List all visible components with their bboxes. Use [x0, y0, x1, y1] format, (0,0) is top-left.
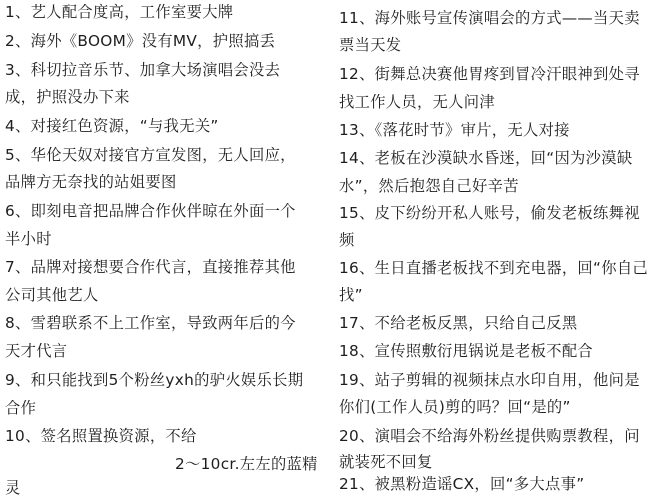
list-line: 公司其他艺人 [5, 286, 99, 304]
list-line: 20、演唱会不给海外粉丝提供购票教程，问 [339, 427, 640, 445]
list-line: 水”，然后抱怨自己好辛苦 [339, 177, 519, 195]
list-line: 14、老板在沙漠缺水昏迷，回“因为沙漠缺 [339, 149, 633, 167]
list-line: 4、对接红色资源，“与我无关” [5, 117, 219, 135]
list-line: 3、科切拉音乐节、加拿大场演唱会没去 [5, 61, 281, 79]
list-line: 成，护照没办下来 [5, 88, 130, 106]
list-line: 找工作人员，无人问津 [339, 93, 495, 111]
list-line: 16、生日直播老板找不到充电器，回“你自己 [339, 259, 649, 277]
list-line: 5、华伦天奴对接官方宣发图，无人回应， [5, 146, 296, 164]
list-line: 9、和只能找到5个粉丝yxh的驴火娱乐长期 [5, 371, 304, 389]
list-line: 品牌方无奈找的站姐要图 [5, 173, 177, 191]
list-line: 17、不给老板反黑，只给自己反黑 [339, 314, 578, 332]
list-line: 19、站子剪辑的视频抹点水印自用，他问是 [339, 371, 640, 389]
list-line: 频 [339, 231, 355, 249]
list-line: 11、海外账号宣传演唱会的方式——当天卖 [339, 9, 640, 27]
list-line: 8、雪碧联系不上工作室，导致两年后的今 [5, 314, 296, 332]
list-line: 21、被黑粉造谣CX，回“多大点事” [339, 475, 585, 493]
list-line: 12、街舞总决赛他胃疼到冒冷汗眼神到处寻 [339, 65, 640, 83]
list-line: 10、签名照置换资源，不给 [5, 427, 197, 445]
list-line: 2、海外《BOOM》没有MV，护照搞丢 [5, 32, 276, 50]
list-line: 合作 [5, 399, 37, 417]
list-line: 18、宣传照敷衍甩锅说是老板不配合 [339, 342, 594, 360]
list-line: 找” [339, 286, 363, 304]
list-line: 1、艺人配合度高，工作室要大牌 [5, 3, 234, 21]
list-line: 15、皮下纷纷开私人账号，偷发老板练舞视 [339, 204, 640, 222]
list-line: 7、品牌对接想要合作代言，直接推荐其他 [5, 258, 296, 276]
list-line: 票当天发 [339, 36, 402, 54]
list-line: 灵 [5, 479, 21, 497]
list-line: 你们(工作人员)剪的吗？回“是的” [339, 398, 571, 416]
list-line: 就装死不回复 [339, 453, 433, 471]
list-line: 半小时 [5, 230, 52, 248]
list-line: 13、《落花时节》审片，无人对接 [339, 121, 570, 139]
list-line: 6、即刻电音把品牌合作伙伴晾在外面一个 [5, 202, 296, 220]
list-line: 天才代言 [5, 342, 68, 360]
list-line: 2～10cr.左左的蓝精 [175, 455, 318, 473]
